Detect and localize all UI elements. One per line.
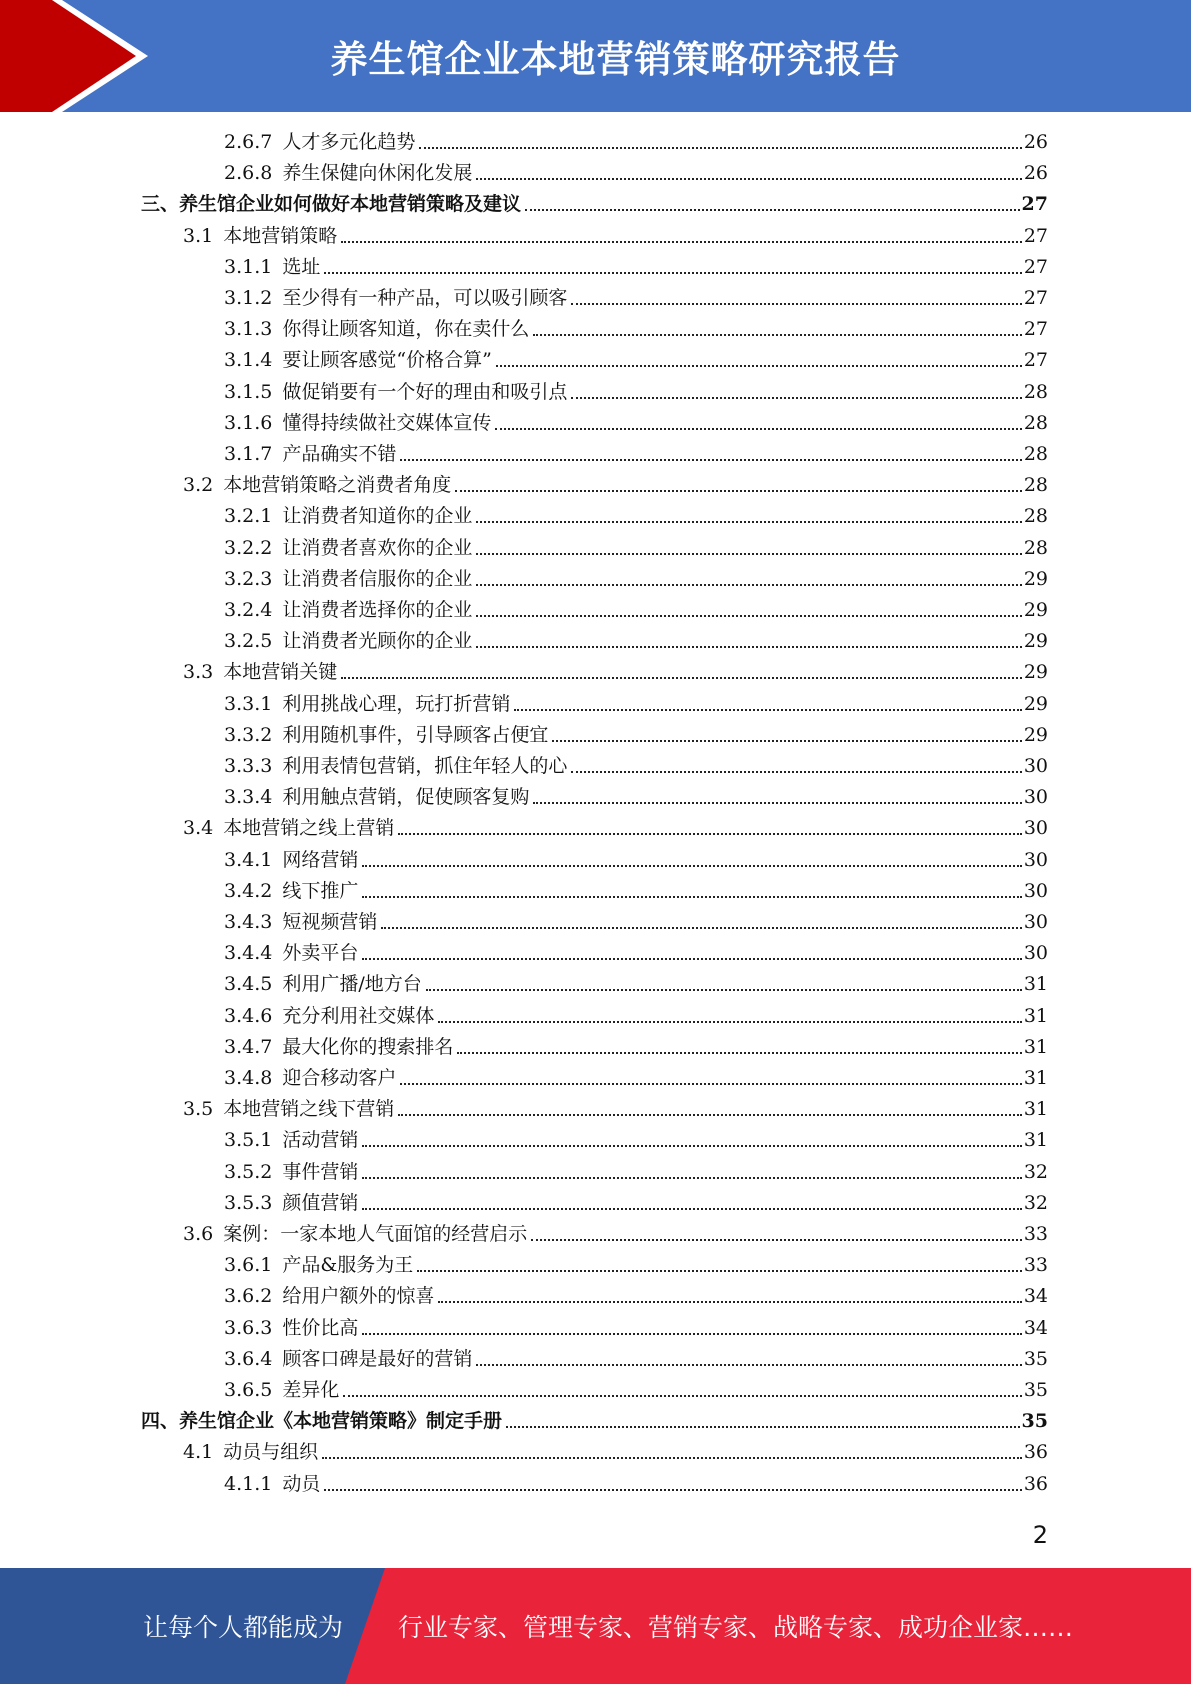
toc-entry[interactable]	[224, 533, 1048, 564]
toc-entry-title: 本地营销策略之消费者角度	[223, 474, 452, 497]
toc-entry-title: 本地营销关键	[223, 661, 338, 684]
toc-entry-page: 32	[1023, 1191, 1048, 1214]
toc-entry-title: 动员与组织	[223, 1441, 319, 1464]
toc-entry-number: 3.4	[183, 817, 214, 840]
toc-entry-title: 最大化你的搜索排名	[282, 1035, 454, 1058]
toc-entry-number: 3.3	[183, 661, 214, 684]
toc-entry-title: 案例：一家本地人气面馆的经营启示	[223, 1223, 528, 1245]
toc-entry-number: 3.5.1	[224, 1129, 273, 1152]
toc-entry-title: 活动营销	[282, 1129, 359, 1152]
toc-entry-number: 3.3.2	[224, 723, 273, 746]
toc-entry-title: 产品确实不错	[282, 443, 397, 465]
toc-entry-page: 31	[1023, 1129, 1048, 1152]
toc-entry-page: 30	[1023, 786, 1048, 809]
toc-entry[interactable]	[224, 751, 1048, 782]
toc-entry-title: 性价比高	[282, 1316, 359, 1339]
toc-entry[interactable]	[183, 221, 1048, 252]
toc-entry-page: 30	[1023, 942, 1048, 965]
toc-entry-number: 3.1.6	[224, 411, 273, 434]
toc-entry-title: 颜值营销	[282, 1191, 359, 1214]
toc-entry-title: 养生保健向休闲化发展	[282, 162, 473, 185]
toc-entry-page: 30	[1023, 879, 1048, 902]
toc-entry-number: 3.2	[183, 474, 214, 497]
toc-entry-number: 4.1.1	[224, 1472, 273, 1495]
toc-entry[interactable]	[224, 969, 1048, 1000]
toc-entry[interactable]	[183, 470, 1048, 501]
toc-entry-number: 3.1.4	[224, 349, 273, 372]
toc-entry-title: 让消费者信服你的企业	[282, 567, 473, 590]
toc-entry-title: 利用触点营销，促使顾客复购	[282, 786, 530, 809]
toc-entry-page: 28	[1023, 474, 1048, 497]
toc-entry-page: 30	[1023, 755, 1048, 777]
toc-dot-leader	[496, 365, 1022, 367]
toc-entry[interactable]	[224, 876, 1048, 907]
toc-entry-number: 3.5.3	[224, 1191, 273, 1214]
toc-entry[interactable]	[183, 657, 1048, 688]
toc-entry-page: 27	[1023, 224, 1048, 247]
toc-entry-page: 34	[1023, 1316, 1048, 1339]
toc-entry-title: 本地营销之线下营销	[223, 1098, 395, 1121]
toc-dot-leader	[476, 615, 1021, 617]
toc-entry-page: 26	[1023, 131, 1048, 153]
toc-entry[interactable]	[224, 158, 1048, 189]
toc-entry-title: 本地营销之线上营销	[223, 817, 395, 840]
toc-entry-number: 3.2.4	[224, 599, 273, 621]
toc-entry-number: 3.3.1	[224, 692, 273, 715]
toc-entry-number: 3.4.6	[224, 1004, 273, 1027]
toc-entry-number: 3.1	[183, 224, 214, 247]
toc-entry[interactable]	[224, 1157, 1048, 1188]
toc-entry[interactable]	[224, 595, 1048, 626]
toc-entry[interactable]	[141, 189, 1048, 220]
toc-entry-page: 34	[1023, 1285, 1048, 1308]
toc-dot-leader	[571, 303, 1021, 305]
toc-entry[interactable]	[224, 439, 1048, 470]
toc-dot-leader	[400, 1083, 1021, 1085]
toc-dot-leader	[476, 584, 1021, 586]
toc-entry[interactable]	[224, 1469, 1048, 1500]
toc-entry[interactable]	[141, 1406, 1048, 1437]
toc-entry-page: 29	[1023, 599, 1048, 621]
toc-dot-leader	[506, 1426, 1020, 1428]
toc-dot-leader	[476, 521, 1021, 523]
toc-entry[interactable]	[224, 252, 1048, 283]
toc-dot-leader	[525, 209, 1020, 211]
toc-entry-title: 懂得持续做社交媒体宣传	[282, 411, 492, 434]
toc-dot-leader	[457, 1052, 1021, 1054]
toc-entry-page: 29	[1023, 692, 1048, 715]
toc-dot-leader	[476, 178, 1021, 180]
toc-entry-number: 3.2.1	[224, 505, 273, 528]
toc-dot-leader	[362, 1177, 1021, 1179]
toc-entry-number: 3.6.1	[224, 1254, 273, 1277]
toc-dot-leader	[426, 989, 1022, 991]
toc-dot-leader	[398, 833, 1022, 835]
toc-entry-page: 29	[1023, 630, 1048, 653]
toc-dot-leader	[533, 802, 1021, 804]
toc-entry[interactable]	[224, 564, 1048, 595]
toc-dot-leader	[417, 1270, 1022, 1272]
toc-dot-leader	[362, 1333, 1021, 1335]
toc-dot-leader	[531, 1239, 1022, 1241]
toc-entry-title: 迎合移动客户	[282, 1067, 397, 1089]
page-footer	[0, 1568, 1191, 1684]
toc-entry-page: 31	[1023, 1004, 1048, 1027]
toc-entry-title: 利用广播/地方台	[282, 973, 422, 996]
toc-entry[interactable]	[224, 1250, 1048, 1281]
toc-entry[interactable]	[224, 377, 1048, 408]
toc-dot-leader	[322, 1457, 1022, 1459]
toc-entry[interactable]	[224, 314, 1048, 345]
toc-entry-number: 3.4.1	[224, 848, 273, 871]
toc-dot-leader	[343, 1395, 1021, 1397]
toc-entry-number: 2.6.7	[224, 131, 273, 153]
toc-entry-page: 27	[1023, 287, 1048, 309]
toc-entry-title: 事件营销	[282, 1160, 359, 1183]
toc-entry-number: 3.1.7	[224, 443, 273, 465]
toc-entry[interactable]	[224, 626, 1048, 657]
toc-dot-leader	[571, 771, 1021, 773]
toc-entry-page: 26	[1023, 162, 1048, 185]
toc-entry-page: 28	[1023, 443, 1048, 465]
toc-entry[interactable]	[224, 1344, 1048, 1375]
toc-entry-page: 31	[1023, 973, 1048, 996]
toc-entry-number: 3.1.2	[224, 287, 273, 309]
toc-entry-title: 三、养生馆企业如何做好本地营销策略及建议	[141, 193, 522, 216]
toc-entry-page: 29	[1023, 723, 1048, 746]
toc-entry-page: 31	[1023, 1067, 1048, 1089]
toc-dot-leader	[362, 1208, 1021, 1210]
toc-entry-number: 3.4.5	[224, 973, 273, 996]
toc-dot-leader	[495, 428, 1021, 430]
toc-entry-title: 给用户额外的惊喜	[282, 1285, 435, 1308]
toc-entry-number: 3.2.2	[224, 536, 273, 559]
toc-entry[interactable]	[224, 689, 1048, 720]
toc-entry[interactable]	[224, 1188, 1048, 1219]
toc-entry-number: 3.1.3	[224, 318, 273, 341]
toc-entry-page: 32	[1023, 1160, 1048, 1183]
page-header	[0, 0, 1191, 112]
toc-entry-page: 35	[1023, 1379, 1048, 1401]
toc-entry[interactable]	[224, 938, 1048, 969]
toc-dot-leader	[400, 459, 1021, 461]
toc-dot-leader	[362, 958, 1021, 960]
toc-entry-page: 33	[1023, 1254, 1048, 1277]
toc-entry[interactable]	[183, 813, 1048, 844]
toc-entry-title: 利用表情包营销，抓住年轻人的心	[282, 755, 568, 777]
toc-entry-number: 3.6.4	[224, 1347, 273, 1370]
toc-entry[interactable]	[224, 283, 1048, 314]
toc-entry-number: 3.6.5	[224, 1379, 273, 1401]
toc-entry[interactable]	[224, 1375, 1048, 1406]
toc-entry-title: 产品&服务为王	[282, 1254, 414, 1277]
toc-entry-page: 33	[1023, 1223, 1048, 1245]
toc-entry[interactable]	[183, 1219, 1048, 1250]
toc-entry-number: 3.5.2	[224, 1160, 273, 1183]
toc-entry-title: 让消费者喜欢你的企业	[282, 536, 473, 559]
toc-dot-leader	[362, 865, 1021, 867]
toc-entry-page: 36	[1023, 1472, 1048, 1495]
toc-entry-number: 3.3.3	[224, 755, 273, 777]
toc-entry[interactable]	[183, 1437, 1048, 1468]
footer-slogan-right: 行业专家、管理专家、营销专家、战略专家、成功企业家……	[398, 1613, 1074, 1642]
toc-entry-page: 28	[1023, 536, 1048, 559]
toc-dot-leader	[362, 896, 1021, 898]
toc-dot-leader	[476, 1364, 1021, 1366]
toc-dot-leader	[455, 490, 1022, 492]
toc-entry[interactable]	[224, 1032, 1048, 1063]
toc-entry-page: 28	[1023, 505, 1048, 528]
toc-entry-title: 利用随机事件，引导顾客占便宜	[282, 723, 549, 746]
toc-entry-title: 让消费者选择你的企业	[282, 599, 473, 621]
toc-entry-title: 四、养生馆企业《本地营销策略》制定手册	[141, 1410, 503, 1433]
toc-entry-number: 3.6.2	[224, 1285, 273, 1308]
toc-entry-number: 3.2.5	[224, 630, 273, 653]
toc-dot-leader	[476, 553, 1021, 555]
toc-dot-leader	[533, 334, 1021, 336]
toc-dot-leader	[362, 1145, 1021, 1147]
toc-entry-number: 3.3.4	[224, 786, 273, 809]
toc-entry-page: 31	[1023, 1098, 1048, 1121]
toc-entry-number: 2.6.8	[224, 162, 273, 185]
toc-entry[interactable]	[224, 1313, 1048, 1344]
toc-entry-title: 利用挑战心理，玩打折营销	[282, 692, 511, 715]
toc-entry-page: 27	[1023, 255, 1048, 278]
toc-dot-leader	[438, 1301, 1021, 1303]
toc-entry[interactable]	[224, 501, 1048, 532]
page-number: 2	[1032, 1521, 1048, 1549]
document-title: 养生馆企业本地营销策略研究报告	[330, 38, 901, 81]
toc-entry-number: 3.2.3	[224, 567, 273, 590]
footer-slogan-left: 让每个人都能成为	[143, 1613, 344, 1642]
toc-entry-title: 外卖平台	[282, 942, 359, 965]
toc-entry-number: 3.1.1	[224, 255, 273, 278]
toc-entry-page: 27	[1023, 349, 1048, 372]
toc-entry[interactable]	[224, 907, 1048, 938]
toc-entry[interactable]	[224, 782, 1048, 813]
toc-entry-number: 3.4.2	[224, 879, 273, 902]
toc-entry-title: 线下推广	[282, 879, 359, 902]
toc-dot-leader	[476, 646, 1021, 648]
toc-dot-leader	[514, 709, 1021, 711]
toc-entry-title: 顾客口碑是最好的营销	[282, 1347, 473, 1370]
toc-entry-page: 35	[1023, 1347, 1048, 1370]
toc-entry-page: 31	[1023, 1035, 1048, 1058]
toc-entry[interactable]	[224, 1063, 1048, 1094]
toc-entry[interactable]	[224, 127, 1048, 158]
toc-entry-page: 28	[1023, 380, 1048, 403]
toc-entry-page: 30	[1023, 817, 1048, 840]
toc-entry-page: 35	[1021, 1410, 1048, 1433]
toc-entry[interactable]	[224, 408, 1048, 439]
toc-entry-number: 3.4.7	[224, 1035, 273, 1058]
toc-entry-number: 3.5	[183, 1098, 214, 1121]
toc-entry-number: 3.1.5	[224, 380, 273, 403]
toc-entry-title: 动员	[282, 1472, 321, 1495]
toc-entry[interactable]	[224, 1125, 1048, 1156]
toc-entry-page: 30	[1023, 848, 1048, 871]
toc-entry-title: 至少得有一种产品，可以吸引顾客	[282, 287, 568, 309]
toc-dot-leader	[552, 740, 1021, 742]
toc-entry-page: 27	[1023, 318, 1048, 341]
toc-entry-number: 3.4.3	[224, 911, 273, 933]
toc-entry[interactable]	[183, 1094, 1048, 1125]
toc-entry-page: 28	[1023, 411, 1048, 434]
toc-entry-title: 选址	[282, 255, 321, 278]
toc-entry-number: 3.6	[183, 1223, 214, 1245]
toc-entry-title: 做促销要有一个好的理由和吸引点	[282, 380, 568, 403]
toc-entry[interactable]	[224, 1001, 1048, 1032]
toc-entry-number: 3.4.4	[224, 942, 273, 965]
toc-entry-title: 让消费者光顾你的企业	[282, 630, 473, 653]
toc-dot-leader	[324, 272, 1021, 274]
toc-entry[interactable]	[224, 1281, 1048, 1312]
toc-entry-title: 本地营销策略	[223, 224, 338, 247]
toc-dot-leader	[571, 397, 1021, 399]
toc-entry-title: 充分利用社交媒体	[282, 1004, 435, 1027]
toc-entry-page: 29	[1023, 567, 1048, 590]
toc-entry-title: 差异化	[282, 1379, 340, 1401]
toc-entry-title: 人才多元化趋势	[282, 131, 416, 153]
toc-dot-leader	[341, 677, 1022, 679]
toc-dot-leader	[381, 927, 1021, 929]
toc-entry-number: 4.1	[183, 1441, 214, 1464]
toc-entry-page: 27	[1021, 193, 1048, 216]
toc-dot-leader	[324, 1489, 1021, 1491]
toc-dot-leader	[341, 241, 1022, 243]
toc-dot-leader	[419, 147, 1021, 149]
toc-entry-title: 要让顾客感觉“价格合算”	[282, 349, 492, 372]
toc-entry[interactable]	[224, 845, 1048, 876]
toc-entry[interactable]	[224, 345, 1048, 376]
toc-entry-number: 3.4.8	[224, 1067, 273, 1089]
toc-entry-title: 让消费者知道你的企业	[282, 505, 473, 528]
toc-entry-page: 29	[1023, 661, 1048, 684]
toc-entry-number: 3.6.3	[224, 1316, 273, 1339]
toc-entry[interactable]	[224, 720, 1048, 751]
toc-entry-page: 30	[1023, 911, 1048, 933]
toc-dot-leader	[438, 1021, 1021, 1023]
toc-dot-leader	[398, 1114, 1022, 1116]
toc-entry-title: 短视频营销	[282, 911, 378, 933]
toc-entry-title: 你得让顾客知道，你在卖什么	[282, 318, 530, 341]
toc-entry-title: 网络营销	[282, 848, 359, 871]
toc-entry-page: 36	[1023, 1441, 1048, 1464]
